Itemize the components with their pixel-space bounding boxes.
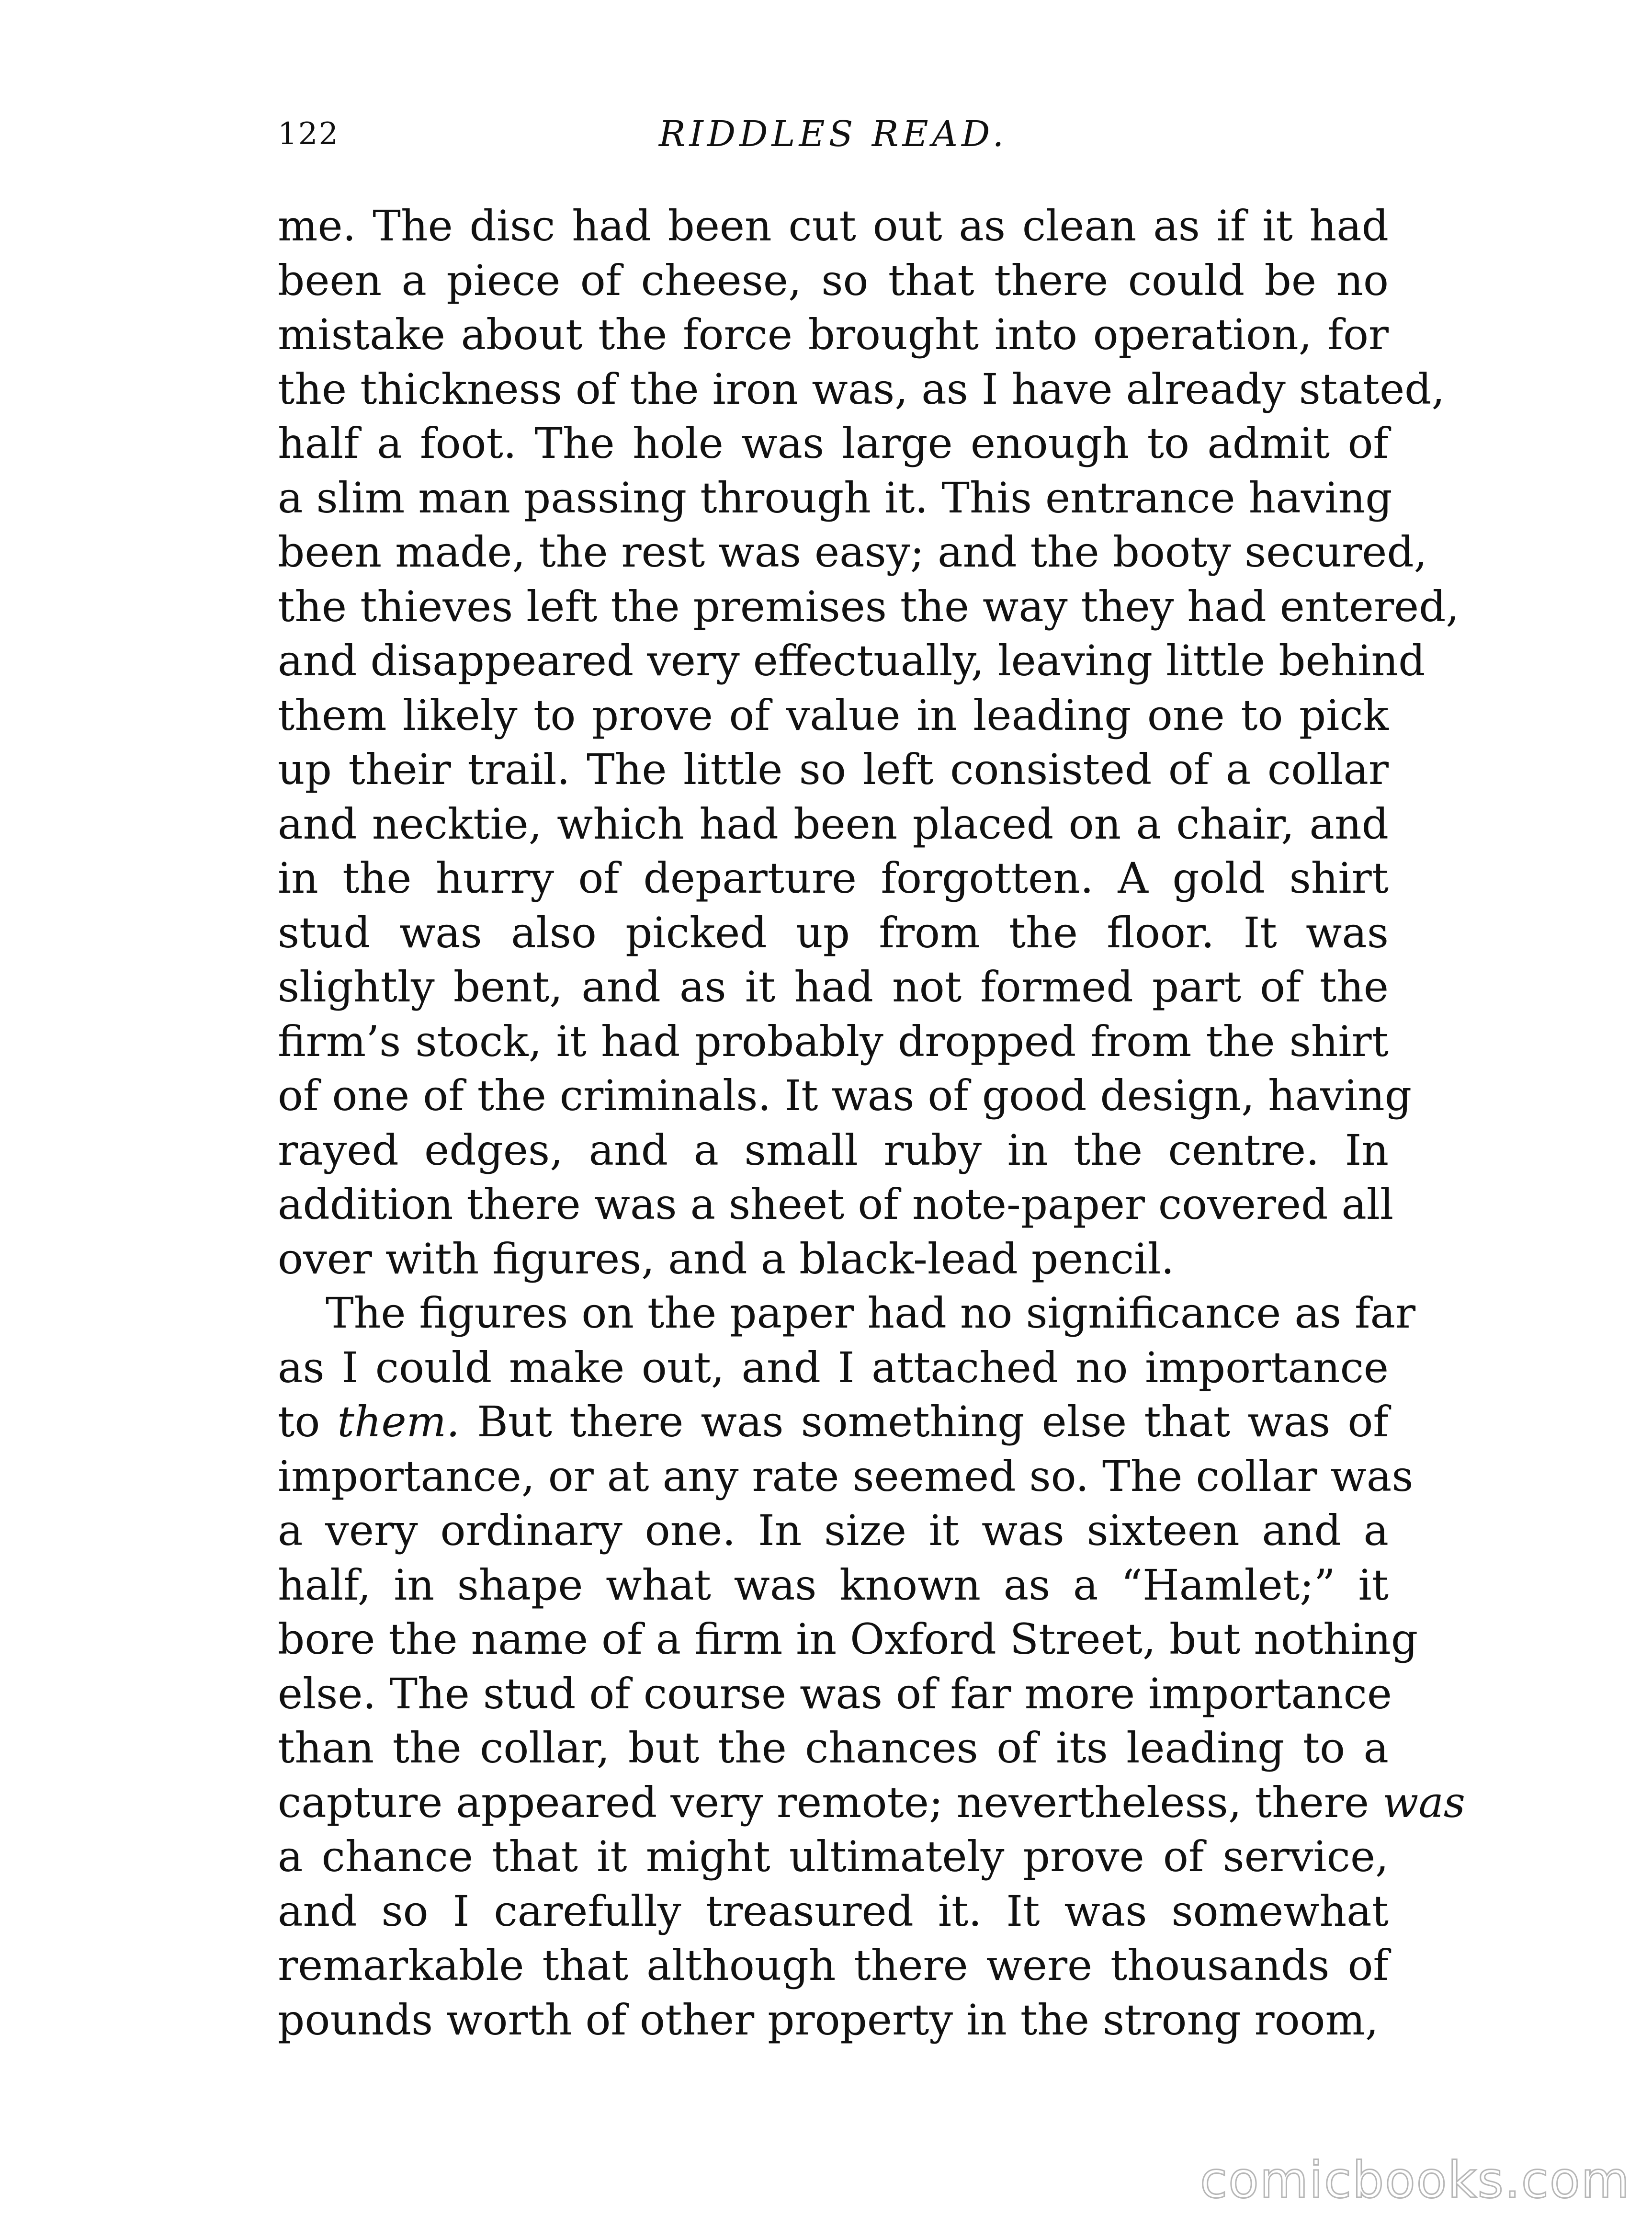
- text-line: the thickness of the iron was, as I have already stated,: [278, 364, 1445, 414]
- text-line: them likely to prove of value in leading one to pick: [278, 690, 1389, 740]
- text-line: been a piece of cheese, so that there could be no: [278, 255, 1389, 305]
- text-line: firm’s stock, it had probably dropped from the shirt: [278, 1016, 1389, 1066]
- text-segment: capture appeared very remote; nevertheless, there: [278, 1777, 1382, 1827]
- text-segment: to: [278, 1397, 338, 1446]
- running-title: RIDDLES READ.: [658, 114, 1008, 155]
- text-line: the thieves left the premises the way they had entered,: [278, 581, 1460, 631]
- text-line: a very ordinary one. In size it was sixteen and a: [278, 1506, 1389, 1555]
- text-line: remarkable that although there were thousands of: [278, 1941, 1389, 1990]
- text-line: slightly bent, and as it had not formed part of the: [278, 962, 1389, 1011]
- text-segment: But there was something else that was of: [460, 1397, 1389, 1446]
- page-header: [278, 108, 1389, 170]
- text-line: half a foot. The hole was large enough to admit of: [278, 419, 1389, 468]
- text-line: of one of the criminals. It was of good design, having: [278, 1071, 1412, 1120]
- text-line: The figures on the paper had no significance as far: [326, 1288, 1416, 1338]
- text-line: pounds worth of other property in the strong room,: [278, 1995, 1379, 2045]
- text-line: mistake about the force brought into operation, for: [278, 310, 1389, 359]
- text-line: and necktie, which had been placed on a chair, and: [278, 799, 1389, 849]
- text-line: as I could make out, and I attached no importance: [278, 1342, 1389, 1392]
- text-line: importance, or at any rate seemed so. The collar was: [278, 1451, 1414, 1501]
- italic-text: them.: [337, 1397, 460, 1446]
- text-line: half, in shape what was known as a “Hamlet;” it: [278, 1560, 1389, 1610]
- text-line: me. The disc had been cut out as clean as if it had: [278, 201, 1389, 250]
- italic-text: was: [1382, 1777, 1465, 1827]
- watermark-logo: comicbooks.com: [1199, 2151, 1630, 2209]
- text-line: over with figures, and a black-lead pencil.: [278, 1234, 1175, 1284]
- text-line: been made, the rest was easy; and the booty secured,: [278, 527, 1427, 577]
- text-line: a chance that it might ultimately prove of service,: [278, 1832, 1389, 1881]
- body-text: [278, 199, 1465, 2047]
- page-number: 122: [278, 116, 339, 152]
- text-line-mixed: [278, 1775, 1465, 1830]
- text-line: in the hurry of departure forgotten. A gold shirt: [278, 853, 1389, 903]
- text-line: bore the name of a firm in Oxford Street, but nothing: [278, 1614, 1418, 1664]
- text-line: and disappeared very effectually, leaving little behind: [278, 636, 1426, 685]
- text-line: a slim man passing through it. This entrance having: [278, 473, 1392, 523]
- text-line: stud was also picked up from the floor. It was: [278, 908, 1389, 957]
- text-line: than the collar, but the chances of its leading to a: [278, 1723, 1389, 1773]
- text-line: else. The stud of course was of far more importance: [278, 1669, 1392, 1718]
- text-line: and so I carefully treasured it. It was somewhat: [278, 1886, 1389, 1936]
- text-line: rayed edges, and a small ruby in the centre. In: [278, 1125, 1389, 1175]
- text-line-mixed: [278, 1395, 1389, 1449]
- text-line: up their trail. The little so left consisted of a collar: [278, 745, 1389, 794]
- text-line: addition there was a sheet of note-paper covered all: [278, 1180, 1394, 1229]
